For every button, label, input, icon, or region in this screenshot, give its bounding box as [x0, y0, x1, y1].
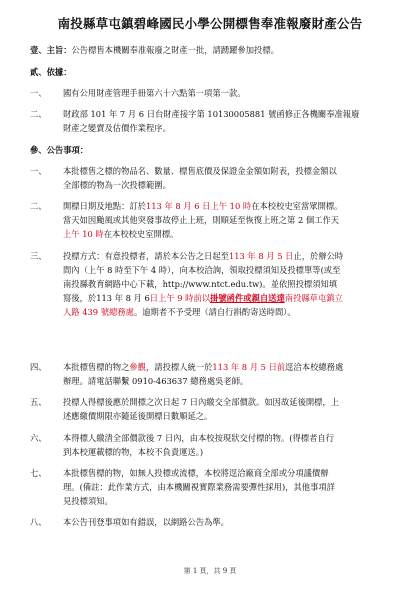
bidding-method-line	[63, 251, 343, 262]
opening-datetime: 113 年 8 月 6 日上午 10 時	[145, 201, 252, 211]
text-run: 逕洽本校總務處	[285, 362, 344, 372]
notice-item-number: 八、	[30, 517, 47, 527]
notice-item-number: 五、	[30, 397, 47, 407]
subject-line	[30, 45, 279, 56]
notice-item-text: 述應繳價期限亦隨延後開標日數順延之。	[63, 411, 213, 421]
text-run: 在本校校史室開標。	[103, 229, 179, 239]
notice-item-number: 六、	[30, 433, 47, 443]
basis-item-number: 二、	[30, 109, 47, 119]
basis-item-number: 一、	[30, 88, 47, 98]
text-run: 在本校校史室當眾開標。	[251, 201, 343, 211]
basis-item-text: 國有公用財產管理手冊第六十六點第一項第一款。	[63, 88, 246, 98]
basis-label: 貳、依據：	[30, 67, 72, 77]
deadline-date: 113 年 8 月 5 日	[228, 251, 294, 261]
submission-address-line	[63, 307, 296, 318]
notice-item-text: 全部標的物為一次投標範圍。	[63, 180, 171, 190]
notice-item-text: 本得標人繳清全部價款後 7 日內，由本校按現狀交付標的物。(得標者自行	[63, 433, 334, 443]
text-run: 投標方式：有意投標者，請於本公告之日起至	[63, 251, 229, 261]
basis-item-text: 財政部 101 年 7 月 6 日台財產接字第 10130005881 號函修正各機關奉准報廢	[63, 109, 360, 119]
text-run: 開標日期及地點：訂於	[63, 201, 146, 211]
notice-item-text: 本批標售之標的物品名、數量、標售底價及保證金金額如附表，投標金額以	[63, 166, 337, 176]
text-run: 寫後，於113 年 8 月 6	[63, 293, 150, 303]
submission-address-cont: 人路 439 號總務處	[63, 307, 134, 317]
opening-date-line	[63, 201, 342, 212]
visit-date: 113 年 8 月 5 日前	[212, 362, 286, 372]
notice-item-number: 一、	[30, 166, 47, 176]
download-link-line: 南投縣教育網路中心下載，http://www.ntct.edu.tw)。並依照投標須知填	[63, 279, 338, 289]
notice-item-text: 投標人得標後應於開標之次日起 7 日內繳交全部價款。如因故延後開標，上	[63, 397, 340, 407]
notice-item-text: 本批標售標的物，如無人投標或流標，本校將逕洽廠商全部或分項議價辦	[63, 468, 329, 478]
postpone-time-line	[63, 229, 178, 240]
notice-label: 參、公告事項：	[30, 145, 89, 155]
visit-line	[63, 362, 343, 373]
notice-item-number: 四、	[30, 362, 47, 372]
notice-item-text: 見投標須知。	[63, 496, 113, 506]
notice-item-text: 到本校運載標的物，本校不負責運送。)	[63, 447, 204, 457]
submission-deadline: 日上午 9 時前以	[149, 293, 211, 303]
postpone-time: 上午 10 時	[63, 229, 104, 239]
notice-item-number: 三、	[30, 251, 47, 261]
submission-address: 南投縣草屯鎮立	[284, 293, 343, 303]
page-number-footer: 第 1 頁，共 9 頁	[183, 567, 237, 575]
subject-text: 公告標售本機關奉准報廢之財產一批，請踴躍參加投標。	[71, 45, 279, 55]
text-run: ，請投標人統一於	[146, 362, 213, 372]
notice-item-number: 七、	[30, 468, 47, 478]
text-run: 本批標售標的物之	[63, 362, 130, 372]
visit-word: 參觀	[129, 362, 146, 372]
notice-item-text: 當天如因颱風或其他突發事故停止上班，則順延至恢復上班之第 2 個工作天	[63, 215, 340, 225]
text-run: 。逾期者不予受理（請自行斟酌寄送時間）。	[133, 307, 296, 317]
notice-item-text: 理。(備註：此作業方式，由本機關視實際業務需要彈性採用)，其他事項詳	[63, 482, 335, 492]
contact-line: 辦理。請電話聯繫 0910-463637 總務處吳老師。	[63, 376, 249, 386]
submission-method: 掛號函件或親自送達	[210, 293, 285, 303]
notice-item-text: 本公告刊登事項如有錯誤，以網路公告為準。	[63, 517, 229, 527]
basis-item-text: 財產之變賣及估價作業程序。	[63, 123, 171, 133]
notice-item-text: 間內（上午 8 時至下午 4 時），向本校洽詢，領取投標須知及投標單等(或至	[63, 265, 341, 275]
subject-label: 壹、主旨：	[30, 45, 72, 55]
notice-item-number: 二、	[30, 201, 47, 211]
document-title: 南投縣草屯鎮碧峰國民小學公開標售奉准報廢財產公告	[57, 16, 363, 31]
text-run: 止，於辦公時	[293, 251, 344, 261]
submission-line	[63, 293, 343, 304]
